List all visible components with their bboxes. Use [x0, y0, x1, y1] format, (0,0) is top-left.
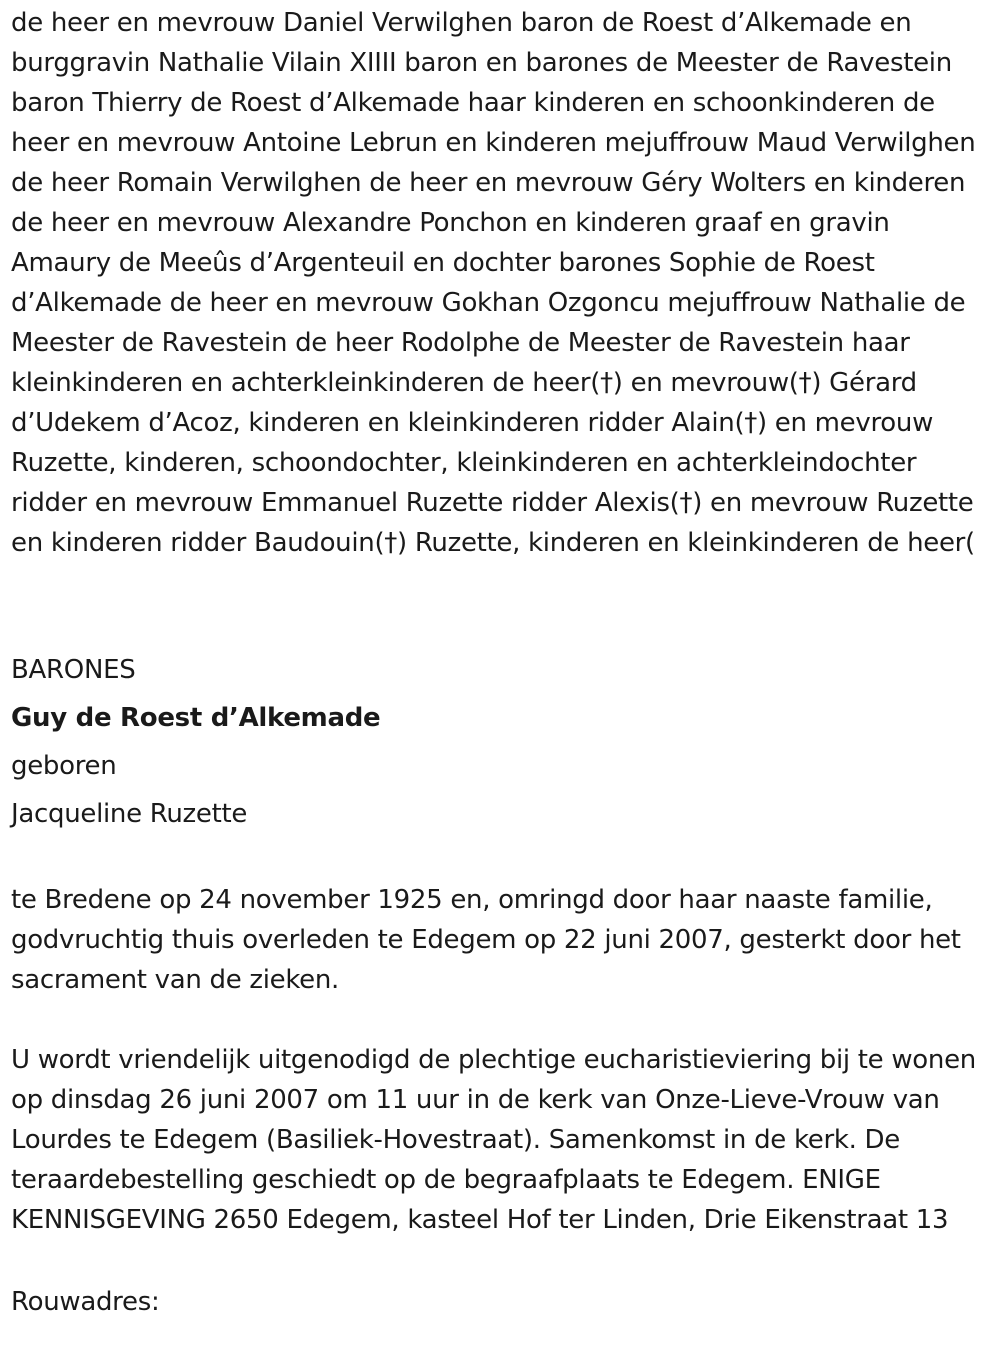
- title-label: BARONES: [11, 655, 136, 685]
- spacer: [11, 603, 996, 646]
- death-details-paragraph: te Bredene op 24 november 1925 en, omringd door haar naaste familie, godvruchtig thuis overleden te Edegem op 22 juni 2007, gesterkt door het sacrament van de zieken.: [11, 885, 961, 995]
- invitation-paragraph: U wordt vriendelijk uitgenodigd de plechtige eucharistieviering bij te wonen op dinsdag 26 juni 2007 om 11 uur in de kerk van Onze-Lieve-Vrouw van Lourdes te Edegem (Basiliek-Hovestraat). Samenkomst in de kerk. De teraardebestelling geschiedt op de begraafplaats te Edegem. ENIGE KENNISGEVING 2650 Edegem, kasteel Hof ter Linden, Drie Eikenstraat 13: [11, 1045, 976, 1235]
- deceased-name: Guy de Roest d’Alkemade: [11, 703, 381, 733]
- families-paragraph: de heer en mevrouw Daniel Verwilghen baron de Roest d’Alkemade en burggravin Nathalie Vilain XIIII baron en barones de Meester de Ravestein baron Thierry de Roest d’Alkemade haar kinderen en schoonkinderen de heer en mevrouw Antoine Lebrun en kinderen mejuffrouw Maud Verwilghen de heer Romain Verwilghen de heer en mevrouw Géry Wolters en kinderen de heer en mevrouw Alexandre Ponchon en kinderen graaf en gravin Amaury de Meeûs d’Argenteuil en dochter barones Sophie de Roest d’Alkemade de heer en mevrouw Gokhan Ozgoncu mejuffrouw Nathalie de Meester de Ravestein de heer Rodolphe de Meester de Ravestein haar kleinkinderen en achterkleinkinderen de heer(†) en mevrouw(†) Gérard d’Udekem d’Acoz, kinderen en kleinkinderen ridder Alain(†) en mevrouw Ruzette, kinderen, schoondochter, kleinkinderen en achterkleindochter ridder en mevrouw Emmanuel Ruzette ridder Alexis(†) en mevrouw Ruzette en kinderen ridder Baudouin(†) Ruzette, kinderen en kleinkinderen de heer(: [11, 8, 976, 558]
- born-label: geboren: [11, 751, 117, 781]
- death-notice: [11, 3, 996, 1322]
- spacer: [11, 838, 996, 880]
- spacer: [11, 1240, 996, 1282]
- spacer: [11, 1000, 996, 1040]
- address-label: Rouwadres:: [11, 1287, 160, 1317]
- maiden-name: Jacqueline Ruzette: [11, 799, 248, 829]
